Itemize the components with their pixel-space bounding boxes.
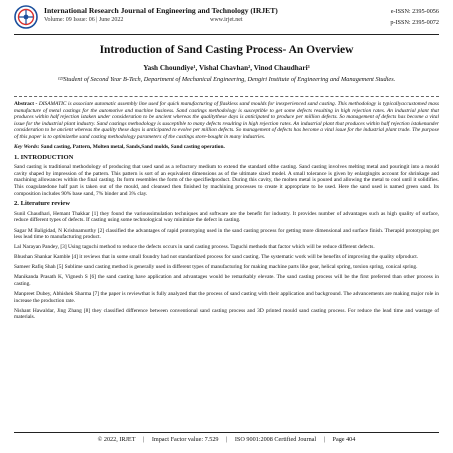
footer-impact-factor: Impact Factor value: 7.529 <box>151 436 219 443</box>
irjet-logo-icon <box>14 5 38 29</box>
review-paragraph-2: Sagar M Baligidad, N Krishnamurthy [2] classified the advantages of rapid prototyping used in the sand casting process for getting more dimensional and surface finish. Therapid prototyping get less lead time to manufacturing product. <box>14 227 439 241</box>
volume-info: Volume: 09 Issue: 06 | June 2022 <box>44 17 124 23</box>
footer-separator: | <box>143 436 145 443</box>
review-paragraph-1: Sunil Chaudhari, Hemant Thakkar [1] they found the varioussimulation techniques and software are the benefit for industry. It provides number of advantages such as high quality of surface, reduce different types of defects. If casting using some technological way minimize the defect in casting. <box>14 210 439 224</box>
journal-header <box>14 3 439 33</box>
keywords-text: Sand casting, Pattern, Molten metal, Sands,Sand molds, Sand casting operation. <box>40 144 225 151</box>
pissn: p-ISSN: 2395-0072 <box>390 19 439 26</box>
review-paragraph-8: Nishant Hawaldar, Jing Zhang [8] they classified difference between conventional sand casting process and 3D printed mould sand casting process. For reduce the lead time and wastage of materials. <box>14 307 439 321</box>
review-paragraph-3: Lal Narayan Pandey, [3] Using taguchi method to reduce the defects occurs in sand casting process. Taguchi methods that factor which will be reduce different defects. <box>14 244 375 251</box>
footer-separator: | <box>226 436 228 443</box>
review-paragraph-4: Bhushan Shankar Kamble [4] it reviews that in some small foundry had not standardized process for sand casting. The systematic work will be benefits of improving the quality ofproduct. <box>14 254 419 261</box>
footer-separator: | <box>323 436 325 443</box>
paper-title: Introduction of Sand Casting Process- An Overview <box>99 44 354 56</box>
abstract-text: DISAMATIC is associate automatic assembly line used for quick manufacturing of flaskless sand moulds for inexperienced sand casting. This methodology is typicallyaccustomed mass manufacture of metal castings for the automotive and machine business. Sand castings methodology is susceptible to get some defects resulting in high rejection rates. An industrial plant that produces within half rejection istaken under consideration to be ancient whereas the qualitythese days is anticipated to produce per million defects. So management of defects has become a vital issue for the industrial plant industry. Sand castings methodology is susceptible to many defects resulting in high rejection rates. An industrial plant that produces within half rejection istakenunder consideration to be ancient whereas the quality these days is anticipated to evolve per million defects. So management of defects has become a vital issue for the industrial plant trade. The purpose of this paper is to optimizethe sand casting methodology parameters of the castings store-bought in many industries. <box>14 101 440 140</box>
abstract-label: Abstract - <box>14 101 38 107</box>
journal-name: International Research Journal of Engineering and Technology (IRJET) <box>44 6 278 15</box>
intro-paragraph: Sand casting is traditional methodology of producing that used sand as a refractory medium to extend the standard ofthe casting. Sand casting involves melting metal and pouringit into a mould cavity shaped by impression of the pattern. This pattern is sort of an equivalent dimensions as of the ultimate sized model. A small tolerance is given by enlargingits account for shrinkage and machining allowances within the final casting. Its form resembles the form of the specifiedproduct. During this cavity, the molten metal is poured and allowing the metal to cool until it solidifies. This coagulatedone half part is taken out of the mould, and cleansed then finished by machining processes to create it appropriate to be used. Here the sand used is named green sand. Its composition includes 90% base sand, 7% binder and 3% clay. <box>14 164 439 197</box>
footer-page-number: Page 404 <box>332 436 356 443</box>
abstract <box>14 101 439 141</box>
author-affiliation: ¹²³Student of Second Year B-Tech, Department of Mechanical Engineering, Dengiri Institute of Engineering and Management Studies. <box>57 76 396 83</box>
keywords <box>14 144 439 151</box>
header-rule <box>14 34 439 35</box>
review-paragraph-6: Manikanda Prasath K, Vignesh S [6] the sand casting have application and advantages would be remarkably elevate. The sand casting process will be the first preferred than other process in casting. <box>14 274 439 288</box>
footer-rule <box>14 432 439 433</box>
page-footer <box>14 436 439 443</box>
abstract-separator <box>14 96 439 97</box>
paper-body <box>14 101 439 325</box>
section-heading-introduction: 1. INTRODUCTION <box>14 153 74 161</box>
journal-website-link[interactable]: www.irjet.net <box>210 17 243 23</box>
eissn: e-ISSN: 2395-0056 <box>390 8 439 15</box>
issn-block <box>390 6 439 28</box>
keywords-label: Key Words: <box>14 144 40 151</box>
section-heading-literature-review: 2. Literature review <box>14 200 70 208</box>
footer-copyright: © 2022, IRJET <box>97 436 136 443</box>
footer-iso: ISO 9001:2008 Certified Journal <box>234 436 317 443</box>
author-list: Yash Choundiye¹, Vishal Chavhan², Vinod Chaudhari³ <box>143 64 310 72</box>
review-paragraph-5: Sameer Rafiq Shah [5] Sublime sand casting method is generally used in different types of manufacturing for making machine parts like gear, helical spring, torsion spring, conical spring. <box>14 264 418 271</box>
review-paragraph-7: Manpreet Dubey, Abhishek Sharma [7] the paper is reviewthat is fully analyzed that the process of sand casting with their application and background. The advancements are making major role in increase the production rate. <box>14 291 439 304</box>
